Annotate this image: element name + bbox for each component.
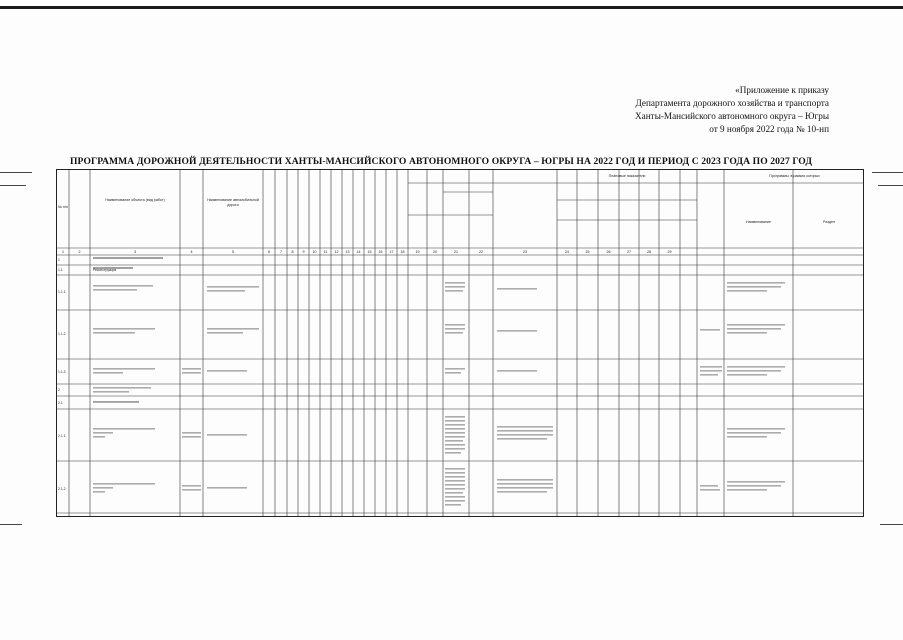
col-number: 6: [268, 250, 270, 254]
appendix-line-2: Департамента дорожного хозяйства и транспорта: [635, 98, 829, 108]
margin-mark: [878, 185, 903, 186]
col-number: 28: [647, 250, 651, 254]
col-number: 24: [565, 250, 569, 254]
row-number: 1.1.1: [58, 290, 66, 294]
appendix-line-4: от 9 ноября 2022 года № 10-нп: [709, 124, 829, 134]
appendix-line-1: «Приложение к приказу: [735, 85, 829, 95]
row-number: 2: [58, 388, 60, 392]
col-number: 10: [312, 250, 317, 254]
header-programs: Программы, в рамках которых: [769, 174, 820, 178]
col-number: 2: [78, 250, 81, 254]
margin-mark: [0, 185, 26, 186]
col-number: 26: [606, 250, 611, 254]
program-table: [56, 169, 864, 517]
col-number: 15: [367, 250, 372, 254]
col-number: 20: [433, 250, 437, 254]
col-number: 29: [667, 250, 672, 254]
col-number: 25: [585, 250, 590, 254]
header-highway: Наименование автомобильной дороги: [207, 198, 259, 207]
col-number: 8: [291, 250, 294, 254]
row-number: 1.1.2: [58, 332, 66, 336]
header-rownum: № п/п: [58, 205, 68, 209]
col-number: 18: [400, 250, 405, 254]
appendix-line-3: Ханты-Мансийского автономного округа – Югры: [635, 111, 829, 121]
col-number: 3: [134, 250, 136, 254]
row-number: 2.1: [58, 401, 63, 405]
header-object-name: Наименование объекта (вид работ): [105, 198, 165, 202]
col-number: 21: [454, 250, 458, 254]
row-number: 1.1.3: [58, 370, 66, 374]
col-number: 17: [389, 250, 394, 254]
col-number: 5: [232, 250, 234, 254]
document-title: ПРОГРАММА ДОРОЖНОЙ ДЕЯТЕЛЬНОСТИ ХАНТЫ-МАНСИЙСКОГО АВТОНОМНОГО ОКРУГА – ЮГРЫ НА 2022 ГОД И ПЕРИОД С 2023 ГОДА ПО 2027 ГОД: [70, 156, 813, 167]
header-name-col: Наименование: [746, 220, 771, 224]
col-number: 14: [356, 250, 361, 254]
scan-top-edge: [0, 6, 903, 9]
col-number: 1: [62, 250, 64, 254]
col-number: 7: [280, 250, 282, 254]
row-number: 2.1.2: [58, 487, 66, 491]
row-number: 1.1: [58, 268, 63, 272]
col-number: 19: [415, 250, 420, 254]
appendix-note: [529, 84, 829, 136]
margin-mark: [0, 172, 32, 173]
col-number: 16: [378, 250, 383, 254]
margin-mark: [0, 524, 22, 525]
row-section-text: Реконструкция: [93, 268, 117, 272]
col-number: 11: [323, 250, 328, 254]
col-number: 23: [523, 250, 527, 254]
col-number: 22: [479, 250, 483, 254]
margin-mark: [880, 524, 903, 525]
col-number: 27: [627, 250, 631, 254]
col-number: 13: [345, 250, 350, 254]
row-number: 2.1.1: [58, 434, 66, 438]
header-plan-indicators: Плановые показатели: [608, 174, 646, 178]
row-number: 1: [58, 258, 60, 262]
col-number: 12: [334, 250, 339, 254]
margin-mark: [872, 172, 903, 173]
col-number: 4: [190, 250, 193, 254]
header-section-col: Раздел: [823, 220, 835, 224]
col-number: 9: [302, 250, 305, 254]
